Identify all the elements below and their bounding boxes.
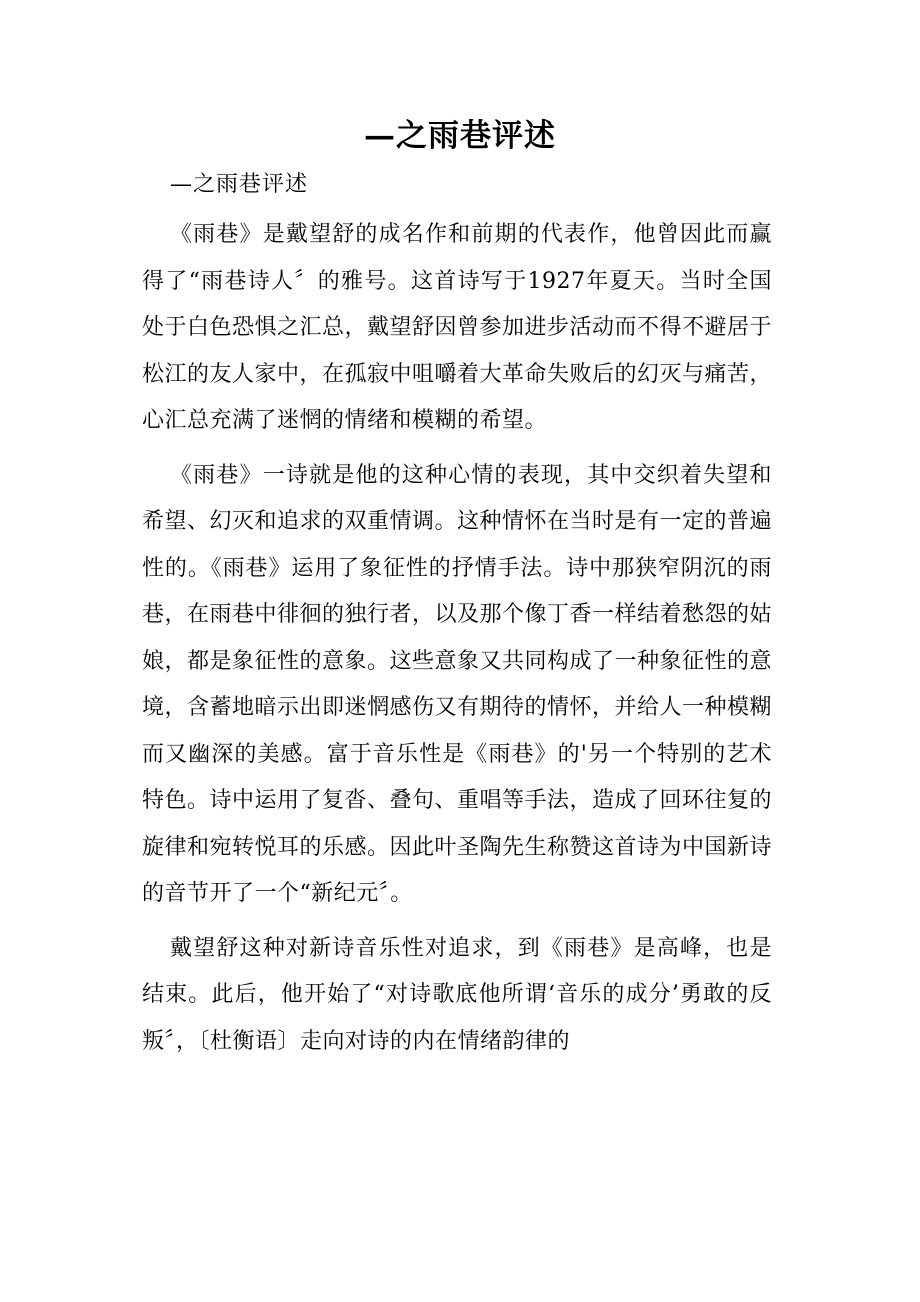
- paragraph-3: 戴望舒这种对新诗音乐性对追求，到《雨巷》是高峰，也是结束。此后，他开始了“对诗歌底他所谓‘音乐的成分’勇敢的反叛〞，〔杜衡语〕走向对诗的内在情绪韵律的: [142, 935, 772, 1054]
- paragraph-2: 《雨巷》一诗就是他的这种心情的表现，其中交织着失望和希望、幻灭和追求的双重情调。这种情怀在当时是有一定的普遍性的。《雨巷》运用了象征性的抒情手法。诗中那狭窄阴沉的雨巷，在雨巷中徘徊的独行者，以及那个像丁香一样结着愁怨的姑娘，都是象征性的意象。这些意象又共同构成了一种象征性的意境，含蓄地暗示出即迷惘感伤又有期待的情怀，并给人一种模糊而又幽深的美感。富于音乐性是《雨巷》的'另一个特别的艺术特色。诗中运用了复沓、叠句、重唱等手法，造成了回环往复的旋律和宛转悦耳的乐感。因此叶圣陶先生称赞这首诗为中国新诗的音节开了一个“新纪元〞。: [142, 462, 773, 906]
- document-body: [142, 212, 772, 1073]
- document-subtitle: —之雨巷评述: [170, 172, 309, 197]
- paragraph-1: 《雨巷》是戴望舒的成名作和前期的代表作，他曾因此而赢得了“雨巷诗人〞的雅号。这首诗写于1927年夏天。当时全国处于白色恐惧之汇总，戴望舒因曾参加进步活动而不得不避居于松江的友人家中，在孤寂中咀嚼着大革命失败后的幻灭与痛苦，心汇总充满了迷惘的情绪和模糊的希望。: [142, 222, 773, 433]
- document-title: —之雨巷评述: [364, 118, 556, 154]
